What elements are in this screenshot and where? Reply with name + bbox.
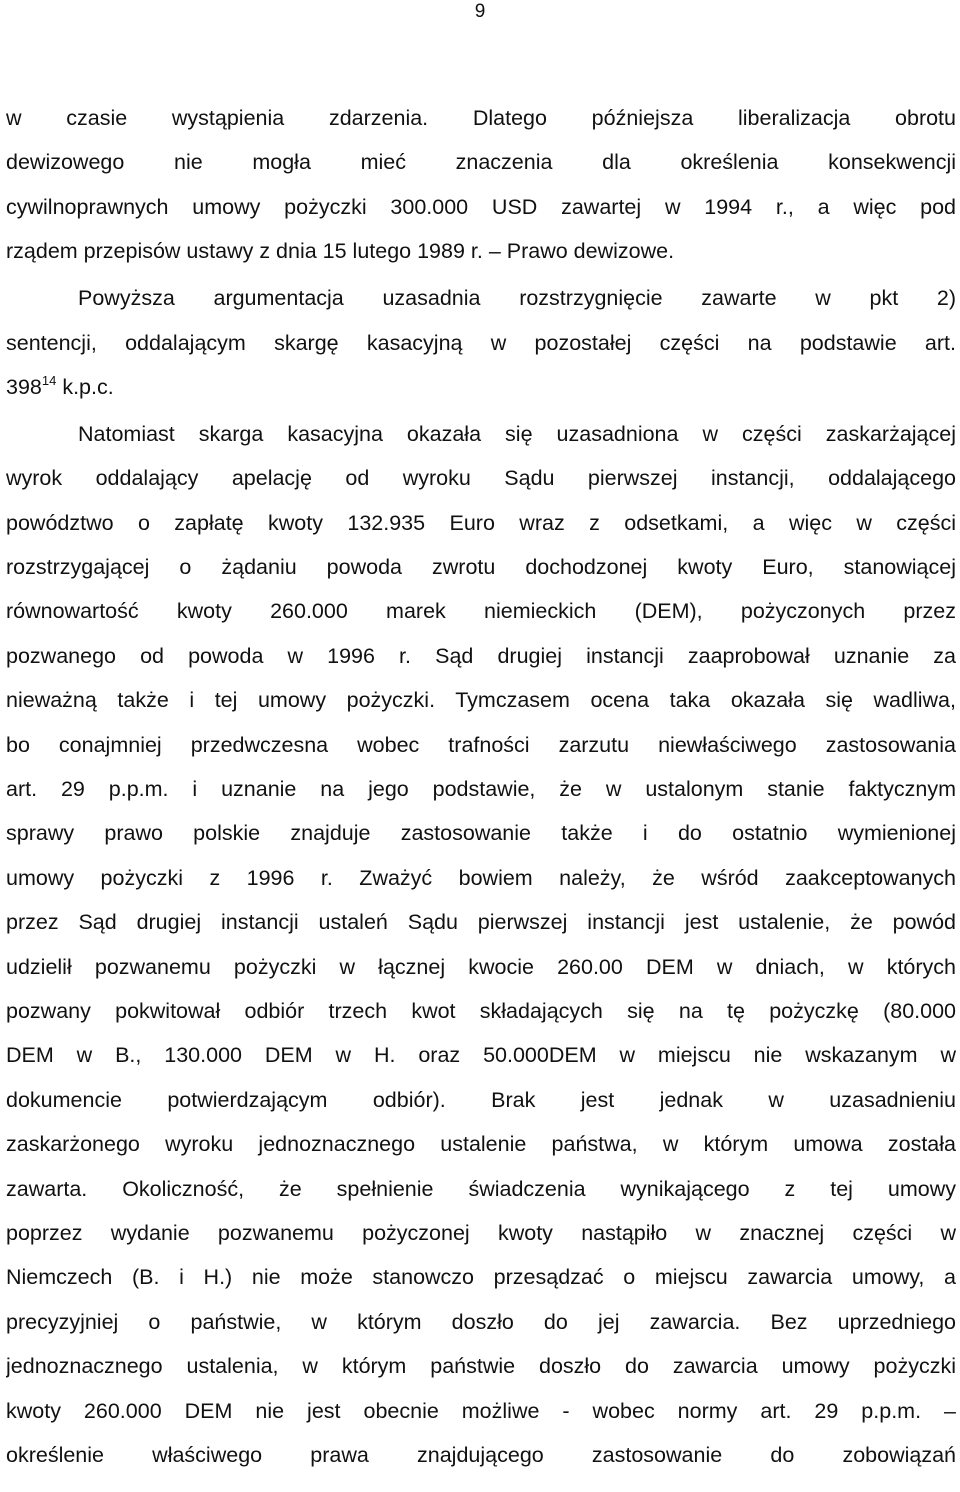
- paragraph-3: [6, 412, 956, 1477]
- text-line: równowartość kwoty 260.000 marek niemieckich (DEM), pożyczonych przez: [6, 599, 956, 624]
- article-superscript: 14: [41, 372, 57, 388]
- text-line: sprawy prawo polskie znajduje zastosowanie także i do ostatnio wymienionej: [6, 821, 956, 846]
- text-line: precyzyjniej o państwie, w którym doszło do jej zawarcia. Bez uprzedniego: [6, 1309, 956, 1334]
- text-line: kwoty 260.000 DEM nie jest obecnie możliwe - wobec normy art. 29 p.p.m. ‒: [6, 1398, 956, 1423]
- text-line: umowy pożyczki z 1996 r. Zważyć bowiem należy, że wśród zaakceptowanych: [6, 865, 956, 890]
- text-line: sentencji, oddalającym skargę kasacyjną w pozostałej części na podstawie art.: [6, 330, 956, 355]
- text-line: zawarta. Okoliczność, że spełnienie świadczenia wynikającego z tej umowy: [6, 1176, 956, 1201]
- page-number: 9: [474, 1, 486, 22]
- text-line: wyrok oddalający apelację od wyroku Sądu pierwszej instancji, oddalającego: [6, 466, 956, 491]
- text-line: DEM w B., 130.000 DEM w H. oraz 50.000DEM w miejscu nie wskazanym w: [6, 1043, 956, 1068]
- text-line: cywilnoprawnych umowy pożyczki 300.000 USD zawartej w 1994 r., a więc pod: [6, 194, 956, 219]
- text-line: pozwany pokwitował odbiór trzech kwot składających się na tę pożyczkę (80.000: [6, 999, 956, 1023]
- text-line: przez Sąd drugiej instancji ustaleń Sądu pierwszej instancji jest ustalenie, że powód: [6, 910, 956, 935]
- text-line: poprzez wydanie pozwanemu pożyczonej kwoty nastąpiło w znacznej części w: [6, 1220, 956, 1245]
- text-line: określenie właściwego prawa znajdującego zastosowanie do zobowiązań: [6, 1442, 956, 1467]
- code-abbreviation: k.p.c.: [62, 374, 114, 399]
- text-line: udzielił pozwanemu pożyczki w łącznej kwocie 260.00 DEM w dniach, w których: [6, 954, 956, 979]
- document-body: [6, 96, 956, 1477]
- paragraph-1: [6, 96, 956, 274]
- text-line: dewizowego nie mogła mieć znaczenia dla określenia konsekwencji: [6, 150, 956, 175]
- text-line: zaskarżonego wyroku jednoznacznego ustalenie państwa, w którym umowa została: [6, 1132, 956, 1157]
- legal-reference-line: [6, 365, 956, 409]
- text-line: bo conajmniej przedwczesna wobec trafności zarzutu niewłaściwego zastosowania: [6, 732, 956, 757]
- text-line: art. 29 p.p.m. i uznanie na jego podstawie, że w ustalonym stanie faktycznym: [6, 777, 956, 802]
- text-line: Natomiast skarga kasacyjna okazała się uzasadniona w części zaskarżającej: [78, 421, 956, 446]
- paragraph-2: [6, 276, 956, 409]
- text-line: Powyższa argumentacja uzasadnia rozstrzygnięcie zawarte w pkt 2): [78, 286, 956, 311]
- text-line: nieważną także i tej umowy pożyczki. Tymczasem ocena taka okazała się wadliwa,: [6, 688, 956, 713]
- text-line: dokumencie potwierdzającym odbiór). Brak jest jednak w uzasadnieniu: [6, 1087, 956, 1112]
- text-line: w czasie wystąpienia zdarzenia. Dlatego późniejsza liberalizacja obrotu: [6, 106, 956, 130]
- text-line: rządem przepisów ustawy z dnia 15 lutego 1989 r. ‒ Prawo dewizowe.: [6, 239, 675, 264]
- text-line: jednoznacznego ustalenia, w którym państwie doszło do zawarcia umowy pożyczki: [6, 1354, 956, 1379]
- text-line: Niemczech (B. i H.) nie może stanowczo przesądzać o miejscu zawarcia umowy, a: [6, 1265, 956, 1290]
- article-number: 398: [6, 374, 42, 399]
- text-line: powództwo o zapłatę kwoty 132.935 Euro wraz z odsetkami, a więc w części: [6, 510, 956, 535]
- text-line: pozwanego od powoda w 1996 r. Sąd drugiej instancji zaaprobował uznanie za: [6, 643, 956, 668]
- text-line: rozstrzygającej o żądaniu powoda zwrotu dochodzonej kwoty Euro, stanowiącej: [6, 555, 956, 580]
